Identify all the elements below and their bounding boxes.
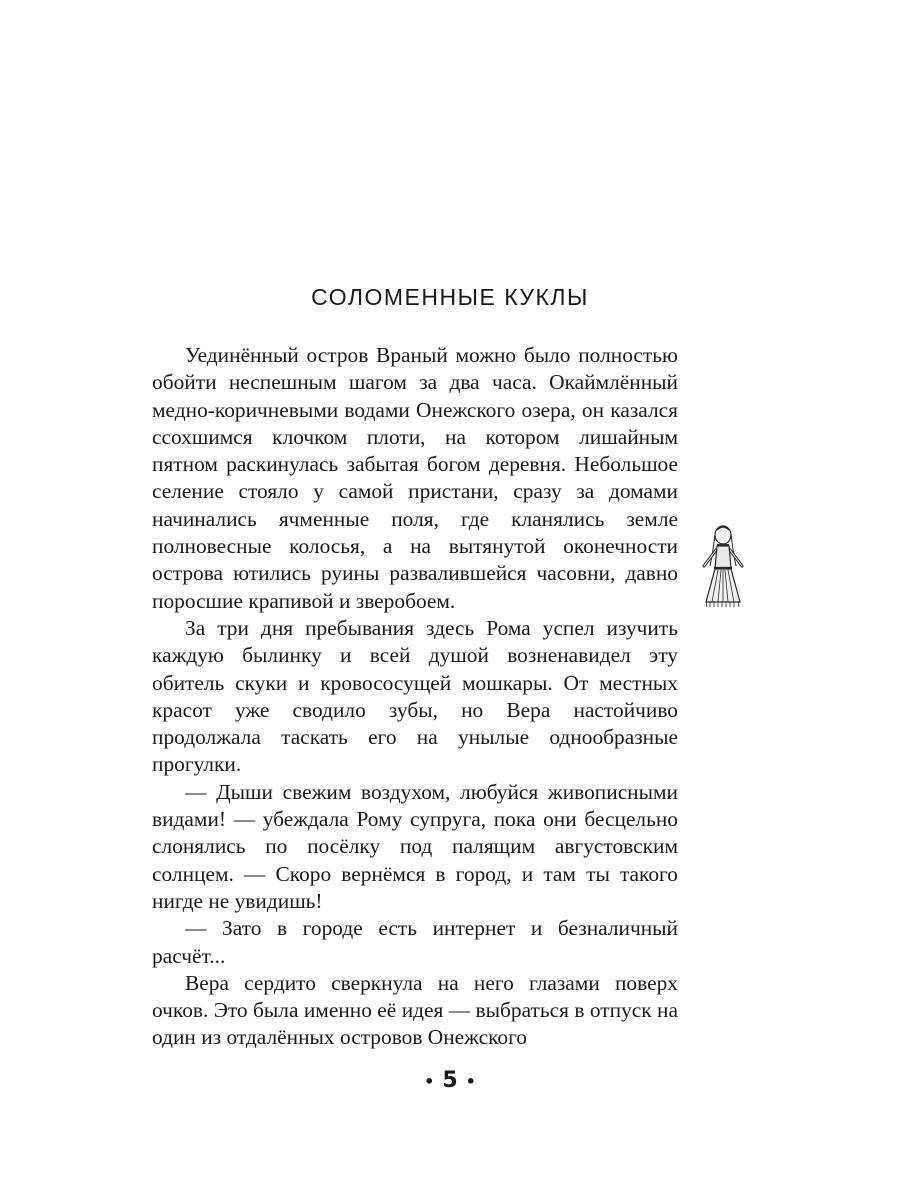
chapter-title: СОЛОМЕННЫЕ КУКЛЫ — [311, 284, 589, 310]
folio-dot-left: • — [424, 1071, 435, 1091]
paragraph-4: — Зато в городе есть интернет и безналичный расчёт... — [152, 916, 678, 968]
paragraph-1: Уединённый остров Враный можно было полностью обойти неспешным шагом за два часа. Окаймлённый медно-коричневыми водами Онежского озера, он казался ссохшимся клочком плоти, на котором лишайным пятном раскинулась забытая богом деревня. Небольшое селение стояло у самой пристани, сразу за домами начинались ячменные поля, где кланялись земле полновесные колосья, а на вытянутой оконечности острова ютились руины развалившейся часовни, давно поросшие крапивой и зверобоем. — [152, 343, 678, 613]
straw-doll-icon — [700, 522, 746, 608]
paragraph-3: — Дыши свежим воздухом, любуйся живописными видами! — убеждала Рому супруга, пока они бесцельно слонялись по посёлку под палящим августовским солнцем. — Скоро вернёмся в город, и там ты такого нигде не увидишь! — [152, 779, 678, 913]
body-text — [152, 342, 678, 1052]
page-number-footer — [0, 1068, 900, 1093]
paragraph-5: Вера сердито сверкнула на него глазами поверх очков. Это была именно её идея — выбраться в отпуск на один из отдалённых островов Онежского — [152, 970, 678, 1050]
page-number: 5 — [442, 1068, 458, 1093]
paragraph-2: За три дня пребывания здесь Рома успел изучить каждую былинку и всей душой возненавидел эту обитель скуки и кровососущей мошкары. От местных красот уже сводило зубы, но Вера настойчиво продолжала таскать его на унылые однообразные прогулки. — [152, 615, 678, 777]
folio-dot-right: • — [465, 1071, 476, 1091]
